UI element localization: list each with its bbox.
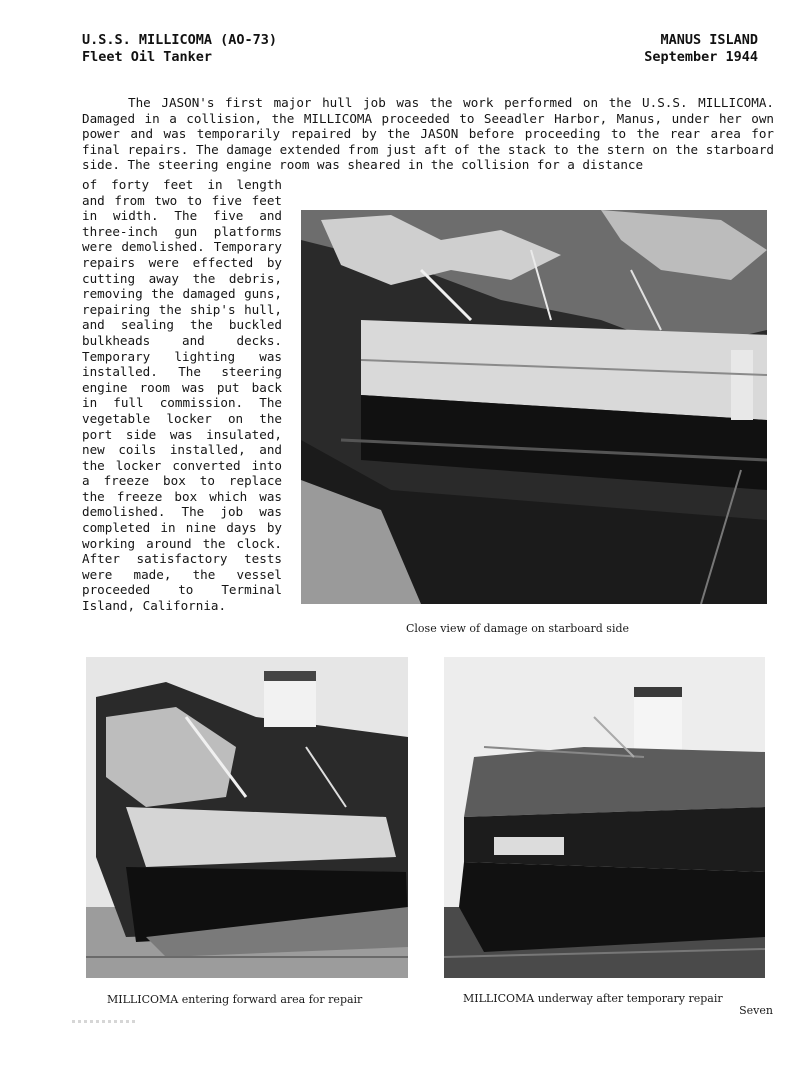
page-number: Seven (739, 1004, 773, 1017)
date: September 1944 (644, 49, 758, 65)
scan-artifact (72, 1020, 136, 1023)
article-paragraph-top (82, 95, 774, 173)
header-left (82, 32, 277, 66)
underway-photo (444, 657, 765, 978)
article-text-top: The JASON's first major hull job was the work performed on the U.S.S. MILLICOMA. Damaged in a collision, the MILLICOMA proceeded to Seeadler Harbor, Manus, under her own power and was temporarily repaired by the JASON before proceeding to the rear area for final repairs. The damage extended from just aft of the stack to the stern on the starboard side. The steering engine room was sheared in the collision for a distance (82, 95, 774, 173)
location: MANUS ISLAND (660, 32, 758, 48)
article-paragraph-column: of forty feet in length and from two to five feet in width. The five and three-inch gun platforms were demolished. Temporary repairs were effected by cutting away the debris, removing the damaged guns, repairing the ship's hull, and sealing the buckled bulkheads and decks. Temporary lighting was installed. The steering engine room was put back in full commission. The vegetable locker on the port side was insulated, new coils installed, and the locker converted into a freeze box to replace the freeze box which was demolished. The job was completed in nine days by working around the clock. After satisfactory tests were made, the vessel proceeded to Terminal Island, California. (82, 177, 282, 614)
underway-caption: MILLICOMA underway after temporary repair (463, 992, 723, 1005)
ship-designation: U.S.S. MILLICOMA (AO-73) (82, 32, 278, 48)
damage-closeup-photo (301, 210, 767, 604)
entering-forward-area-photo (86, 657, 408, 978)
underway-image (444, 657, 765, 978)
damage-closeup-caption: Close view of damage on starboard side (406, 622, 630, 635)
entering-forward-area-image (86, 657, 408, 978)
header-right (644, 32, 758, 66)
entering-forward-area-caption: MILLICOMA entering forward area for repair (107, 993, 363, 1006)
damage-closeup-image (301, 210, 767, 604)
ship-type: Fleet Oil Tanker (82, 49, 213, 65)
